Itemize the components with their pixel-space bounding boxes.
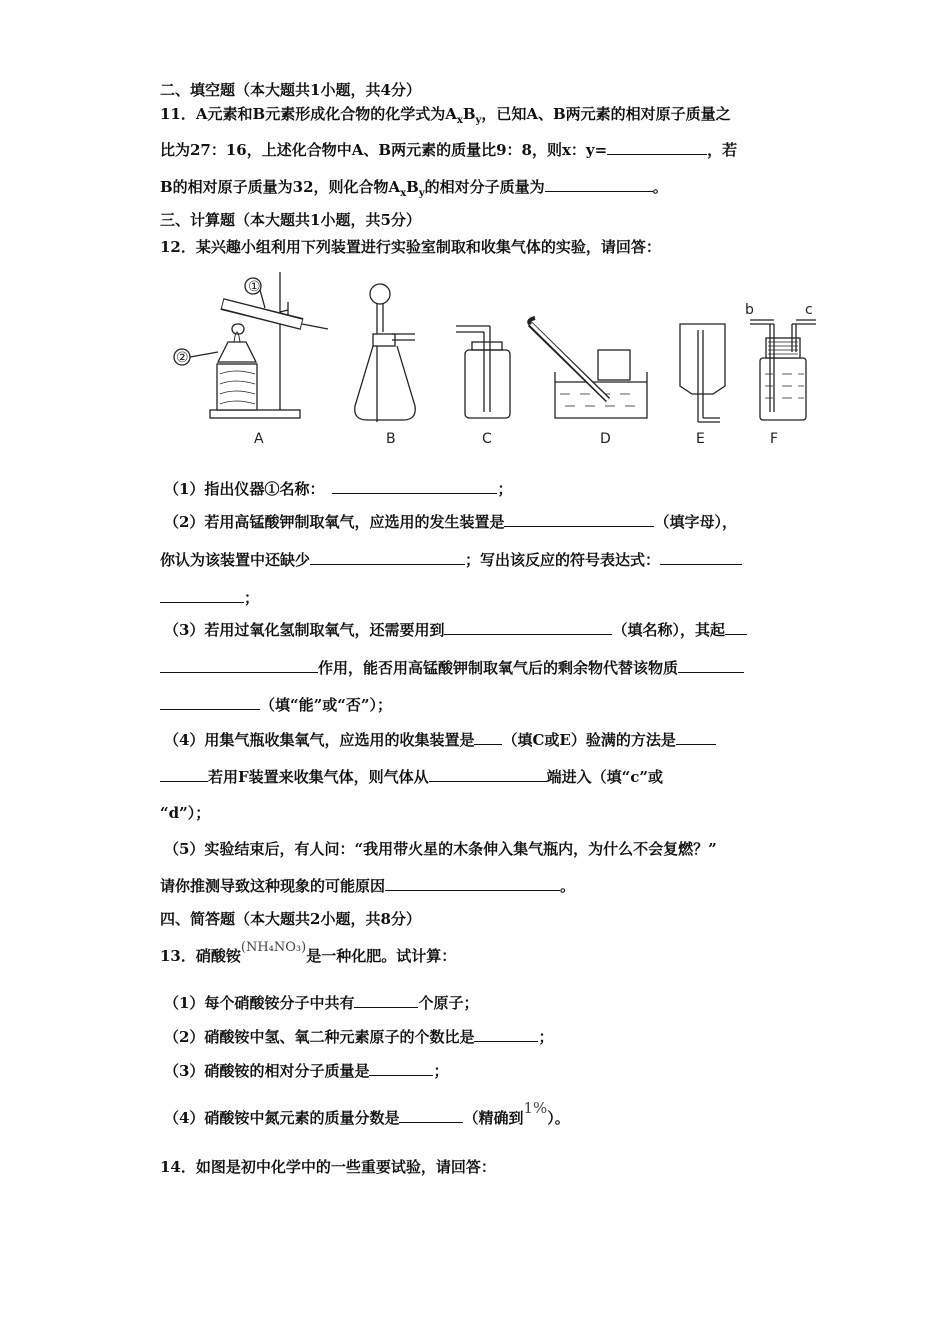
label-a: A: [254, 431, 264, 447]
answer-blank[interactable]: [429, 767, 547, 782]
apparatus-figure: [170, 262, 820, 452]
label-b: B: [386, 431, 396, 447]
answer-blank[interactable]: [369, 1061, 433, 1076]
q13-part-1: （1）每个硝酸铵分子中共有 个原子；: [164, 994, 479, 1012]
label-f: F: [770, 431, 779, 447]
q14-stem: 14．如图是初中化学中的一些重要试验，请回答：: [160, 1158, 496, 1176]
answer-blank[interactable]: [332, 479, 497, 494]
section-4-title: 四、简答题（本大题共2小题，共8分）: [160, 910, 421, 928]
section-3-title: 三、计算题（本大题共1小题，共5分）: [160, 211, 421, 229]
mark-2: ②: [176, 350, 189, 366]
q13-part-3: （3）硝酸铵的相对分子质量是 ；: [164, 1062, 449, 1080]
answer-blank[interactable]: [160, 767, 208, 782]
answer-blank[interactable]: [160, 658, 318, 673]
answer-blank[interactable]: [474, 730, 502, 745]
apparatus-d: [529, 318, 647, 418]
q12-part-2-line-2: 你认为该装置中还缺少 ；写出该反应的符号表达式：: [160, 550, 742, 570]
answer-blank[interactable]: [504, 512, 654, 527]
mark-1: ①: [248, 279, 261, 295]
q12-part-3-line-2: 作用，能否用高锰酸钾制取氧气后的剩余物代替该物质: [160, 658, 744, 678]
answer-blank[interactable]: [545, 177, 653, 192]
answer-blank[interactable]: [444, 620, 612, 635]
q12-part-4-line-1: （4）用集气瓶收集氧气，应选用的收集装置是 （填C或E）验满的方法是: [164, 730, 716, 750]
apparatus-f: [745, 302, 816, 420]
q13-stem: 13．硝酸铵(NH₄NO₃)是一种化肥。试计算：: [160, 940, 457, 965]
apparatus-b: [355, 284, 416, 422]
q12-part-4-line-3: “d”）；: [160, 804, 211, 822]
q12-part-3-line-1: （3）若用过氧化氢制取氧气，还需要用到 （填名称），其起: [164, 620, 747, 640]
answer-blank[interactable]: [660, 550, 742, 565]
q12-part-3-line-3: （填“能”或“否”）；: [160, 695, 392, 715]
q11-line-2: 比为27：16，上述化合物中A、B两元素的质量比9：8，则x：y= ，若: [160, 141, 738, 159]
answer-blank[interactable]: [354, 993, 418, 1008]
port-b-label: b: [745, 302, 754, 318]
q13-part-4: （4）硝酸铵中氮元素的质量分数是 （精确到1%）。: [164, 1099, 570, 1127]
port-c-label: c: [805, 302, 813, 318]
label-c: C: [482, 431, 492, 447]
q12-part-2-line-3: ；: [160, 588, 259, 608]
q11-line-1: 11．A元素和B元素形成化合物的化学式为$A_xB_y$，已知A、B两元素的相对原子质量之: [160, 105, 731, 126]
answer-blank[interactable]: [725, 620, 747, 635]
answer-blank[interactable]: [474, 1027, 538, 1042]
section-2-title: 二、填空题（本大题共1小题，共4分）: [160, 81, 421, 99]
label-e: E: [696, 431, 705, 447]
q12-part-5-line-1: （5）实验结束后，有人问：“我用带火星的木条伸入集气瓶内，为什么不会复燃？”: [164, 840, 717, 858]
q12-part-4-line-2: 若用F装置来收集气体，则气体从 端进入（填“c”或: [160, 767, 663, 787]
answer-blank[interactable]: [160, 695, 260, 710]
q12-part-2-line-1: （2）若用高锰酸钾制取氧气，应选用的发生装置是 （填字母），: [164, 513, 737, 531]
answer-blank[interactable]: [678, 658, 744, 673]
q12-part-5-line-2: 请你推测导致这种现象的可能原因 。: [160, 877, 576, 895]
answer-blank[interactable]: [385, 876, 560, 891]
answer-blank[interactable]: [399, 1108, 463, 1123]
answer-blank[interactable]: [160, 588, 244, 603]
q12-stem: 12．某兴趣小组利用下列装置进行实验室制取和收集气体的实验，请回答：: [160, 238, 661, 256]
q13-part-2: （2）硝酸铵中氢、氧二种元素原子的个数比是 ；: [164, 1028, 554, 1046]
apparatus-e: [680, 324, 725, 422]
formula-nh4no3: (NH₄NO₃): [240, 940, 307, 955]
answer-blank[interactable]: [676, 730, 716, 745]
answer-blank[interactable]: [607, 140, 707, 155]
label-d: D: [600, 431, 611, 447]
apparatus-c: [456, 326, 510, 418]
q11-line-3: B的相对原子质量为32，则化合物$A_xB_y$的相对分子质量为 。: [160, 178, 668, 199]
apparatus-a: [174, 272, 328, 418]
answer-blank[interactable]: [310, 550, 465, 565]
q12-part-1: （1）指出仪器①名称： ；: [164, 480, 513, 498]
precision-value: 1%: [523, 1099, 548, 1117]
